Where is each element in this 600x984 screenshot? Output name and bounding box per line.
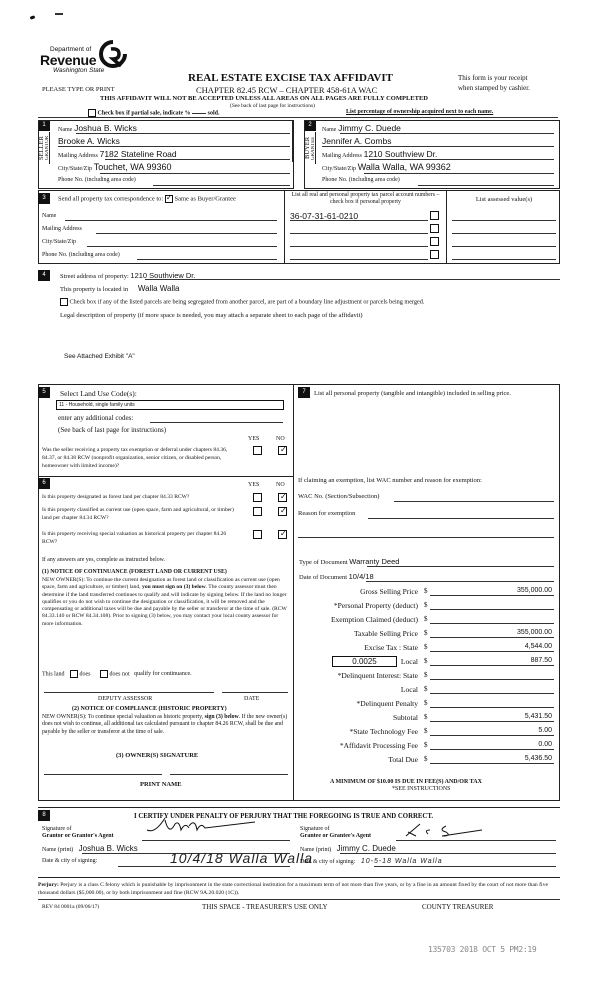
total-due-label: Total Due: [388, 755, 418, 764]
warning-text: THIS AFFIDAVIT WILL NOT BE ACCEPTED UNLESS ALL AREAS ON ALL PAGES ARE FULLY COMPLETED: [100, 95, 428, 102]
deputy-assessor-signature-line[interactable]: [44, 692, 214, 693]
does-qualify-checkbox[interactable]: [70, 670, 78, 678]
form-title: REAL ESTATE EXCISE TAX AFFIDAVIT: [188, 72, 393, 84]
send-correspondence-row: [58, 195, 236, 203]
s3-mailing-label: Mailing Address: [42, 226, 82, 232]
grantee-name-label: Name (print): [300, 847, 332, 853]
dor-logo-icon: [99, 40, 127, 68]
grantee-name-value[interactable]: Jimmy C. Duede: [336, 844, 396, 853]
section-8-badge: 8: [38, 810, 50, 821]
buyer-label: BUYER: [304, 136, 311, 160]
street-address-label: Street address of property:: [60, 273, 129, 280]
seller-name-1[interactable]: Joshua B. Wicks: [74, 123, 137, 133]
doc-type-line: [367, 566, 554, 567]
land-use-label: Select Land Use Code(s):: [60, 389, 137, 398]
s3-phone-field[interactable]: [137, 259, 277, 260]
taxable-selling-price-label: Taxable Selling Price: [353, 629, 418, 638]
scan-mark: [55, 13, 63, 15]
excise-tax-local-value[interactable]: 887.50: [530, 657, 552, 664]
section-2-badge: 2: [304, 120, 316, 131]
s5-question: Was the seller receiving a property tax exemption or deferral under chapters 84.36, 84.37, or 84.38 RCW (nonprofit organization, senior citizen, or disabled person, homeowner with limited income)?: [42, 447, 228, 469]
s5-no-header: NO: [276, 436, 285, 442]
grantee-date-value[interactable]: 10-5-18 Walla Walla: [360, 858, 443, 865]
affidavit-processing-fee-line: [430, 749, 554, 750]
wac-label: WAC No. (Section/Subsection): [298, 493, 380, 500]
personal-property-checkbox-2[interactable]: [430, 224, 439, 233]
seller-mailing-value[interactable]: 7182 Stateline Road: [99, 149, 177, 159]
perjury-text: Perjury is a class C felony which is punishable by imprisonment in the state correctional institution for a maximum term of not more than five years, or by a fine in an amount fixed by the court of not more than five thousand dollars ($5,000.00), or by both imprisonment and fine (RCW 9A.20.020 (1C)).: [38, 882, 549, 896]
land-use-select[interactable]: [56, 400, 284, 410]
section-3-badge: 3: [38, 193, 50, 204]
wac-field[interactable]: [394, 501, 554, 502]
grantee-name-row: [300, 844, 396, 853]
street-address-value[interactable]: 1210 Southview Dr.: [130, 271, 196, 280]
grantor-label: GRANTOR: [45, 135, 50, 161]
segregated-checkbox[interactable]: [60, 298, 68, 306]
doc-date-value[interactable]: 10/4/18: [348, 572, 374, 581]
partial-sale-row: [88, 109, 220, 117]
seller-phone-label: Phone No. (including area code): [58, 177, 136, 183]
personal-property-checkbox-1[interactable]: [430, 211, 439, 220]
subtotal-label: Subtotal: [392, 713, 418, 722]
seller-label: SELLER: [38, 136, 45, 160]
perjury-label: Perjury:: [38, 882, 59, 888]
deputy-assessor-label: DEPUTY ASSESSOR: [98, 696, 153, 702]
receipt-note-1: This form is your receipt: [458, 74, 528, 82]
assessed-value-1[interactable]: [452, 220, 556, 221]
s3-name-label: Name: [42, 213, 57, 219]
buyer-city-label: City/State/Zip: [322, 166, 356, 172]
s6-q2-no-checkbox[interactable]: [278, 507, 287, 516]
does-not-qualify-checkbox[interactable]: [100, 670, 108, 678]
grantee-sig-line1: Signature of: [300, 826, 330, 832]
personal-property-deduct-label: *Personal Property (deduct): [333, 601, 418, 610]
gross-selling-price-line: [430, 595, 554, 596]
currency-symbol: $: [424, 755, 428, 763]
exemption-claimed-label: Exemption Claimed (deduct): [330, 615, 418, 624]
grantor-date-line: [118, 866, 290, 867]
parcel-line-3[interactable]: [290, 246, 428, 247]
s6-q1-yes-checkbox[interactable]: [253, 493, 262, 502]
notice-2-text-a: NEW OWNER(S): To continue special valuation as historic property,: [42, 714, 204, 720]
section-3-divider-1: [284, 190, 285, 264]
sold-label: sold.: [207, 110, 220, 117]
see-instructions: *SEE INSTRUCTIONS: [392, 786, 451, 792]
additional-codes-label: enter any additional codes:: [58, 414, 134, 422]
scan-mark: [30, 15, 36, 20]
buyer-name-2[interactable]: Jennifer A. Combs: [322, 136, 392, 146]
section-5-badge: 5: [38, 387, 50, 398]
s5-yes-checkbox[interactable]: [253, 446, 262, 455]
affidavit-processing-fee-value[interactable]: 0.00: [538, 741, 552, 748]
s6-question-1: Is this property designated as forest land per chapter 84.33 RCW?: [42, 494, 190, 500]
currency-symbol: $: [424, 629, 428, 637]
buyer-box-border: [304, 120, 560, 189]
grantee-date-line: [374, 866, 556, 867]
currency-symbol: $: [424, 601, 428, 609]
section-1-badge: 1: [38, 120, 50, 131]
subtotal-line: [430, 721, 554, 722]
land-use-value: 11 - Household, single family units: [59, 402, 135, 408]
buyer-name-1[interactable]: Jimmy C. Duede: [338, 123, 401, 133]
partial-sale-checkbox[interactable]: [88, 109, 96, 117]
excise-tax-local-label: Local: [400, 657, 418, 666]
logo-line2: Revenue: [40, 52, 97, 68]
gross-selling-price-label: Gross Selling Price: [360, 587, 418, 596]
assessed-value-2[interactable]: [452, 233, 556, 234]
subtotal-value[interactable]: 5,431.50: [524, 713, 552, 720]
grantee-name-line: [340, 853, 556, 854]
s6-q2-yes-checkbox[interactable]: [253, 507, 262, 516]
buyer-city-value[interactable]: Walla Walla, WA 99362: [357, 162, 451, 172]
qualify-label: qualify for continuance.: [134, 671, 192, 678]
legal-description-label: Legal description of property (if more space is needed, you may attach a separate sheet to each page of the affidavit): [60, 312, 363, 319]
grantor-date-row: [42, 858, 97, 864]
s3-mailing-field[interactable]: [96, 233, 277, 234]
seller-mailing-label: Mailing Address: [58, 153, 98, 159]
state-technology-fee-value[interactable]: 5.00: [538, 727, 552, 734]
s6-question-2: Is this property classified as current use (open space, farm and agricultural, or timber) land per chapter 84.34 RCW?: [42, 507, 234, 521]
assessor-date-line[interactable]: [222, 692, 288, 693]
same-as-buyer-label: Same as Buyer/Grantee: [174, 195, 236, 203]
section-4-badge: 4: [38, 270, 50, 281]
s3-name-field[interactable]: [65, 220, 277, 221]
delinquent-interest-state-label: *Delinquent Interest: State: [337, 671, 418, 680]
delinquent-interest-local-line[interactable]: [430, 693, 554, 694]
footer-divider: [38, 899, 560, 900]
grantor-date-label: Date & city of signing:: [42, 858, 98, 864]
parcel-number-1[interactable]: 36-07-31-61-0210: [290, 211, 359, 221]
currency-symbol: $: [424, 657, 428, 665]
grantor-name-row: [42, 844, 138, 853]
state-technology-fee-label: *State Technology Fee: [349, 727, 418, 736]
form-subtitle: CHAPTER 82.45 RCW – CHAPTER 458-61A WAC: [196, 85, 378, 95]
s5-yes-header: YES: [248, 436, 260, 442]
currency-symbol: $: [424, 727, 428, 735]
assessed-value-3[interactable]: [452, 246, 556, 247]
s6-q1-no-checkbox[interactable]: [278, 493, 287, 502]
s6-q3-no-checkbox[interactable]: [278, 530, 287, 539]
segregated-row: [60, 298, 424, 306]
dor-logo: [38, 40, 133, 76]
section-6-badge: 6: [38, 478, 50, 489]
parcel-line-4[interactable]: [290, 259, 428, 260]
exemption-label: If claiming an exemption, list WAC number and reason for exemption:: [298, 477, 482, 484]
segregated-label: Check box if any of the listed parcels are being segregated from another parcel, are part of a boundary line adjustment or parcels being merged.: [69, 298, 425, 306]
treasurer-space-label: THIS SPACE - TREASURER'S USE ONLY: [202, 903, 328, 911]
buyer-mailing-label: Mailing Address: [322, 153, 362, 159]
continuance-row: [42, 670, 192, 678]
grantee-sig-line2: Grantee or Grantee's Agent: [300, 833, 372, 839]
s6-q3-yes-checkbox[interactable]: [253, 530, 262, 539]
additional-codes-field[interactable]: [150, 422, 283, 423]
currency-symbol: $: [424, 685, 428, 693]
affidavit-processing-fee-label: *Affidavit Processing Fee: [339, 741, 418, 750]
s3-city-label: City/State/Zip: [42, 239, 76, 245]
reason-label: Reason for exemption: [298, 510, 356, 517]
s6-yes-header: YES: [248, 482, 260, 488]
s3-phone-label: Phone No. (including area code): [42, 252, 120, 258]
date-label: DATE: [244, 696, 260, 702]
notice-2-title: (2) NOTICE OF COMPLIANCE (HISTORIC PROPERTY): [72, 706, 227, 712]
s6-no-header: NO: [276, 482, 285, 488]
section-7-badge: 7: [298, 387, 310, 398]
notice-2-bold: sign (3) below: [204, 714, 239, 720]
divider: [38, 117, 558, 118]
located-label: This property is located in: [60, 286, 129, 293]
grantor-signature-line: [142, 840, 290, 841]
owner-signature-line[interactable]: [44, 774, 162, 775]
same-as-buyer-checkbox[interactable]: [165, 195, 173, 203]
currency-symbol: $: [424, 643, 428, 651]
see-back-note: (See back of last page for instructions): [230, 103, 315, 109]
grantor-name-value[interactable]: Joshua B. Wicks: [78, 844, 138, 853]
exemption-claimed-line: [430, 623, 554, 624]
send-correspondence-label: Send all property tax correspondence to:: [58, 195, 164, 203]
does-not-label: does not: [109, 671, 130, 678]
seller-name-2[interactable]: Brooke A. Wicks: [58, 136, 120, 146]
this-land-label: This land: [42, 671, 65, 678]
form-id: REV 84 0001a (09/06/17): [42, 904, 100, 910]
grantee-label: GRANTEE: [311, 136, 316, 160]
parcel-line-2[interactable]: [290, 233, 428, 234]
doc-date-row: [299, 572, 374, 581]
personal-property-deduct-line: [430, 609, 554, 610]
total-due-line: [430, 763, 554, 764]
assessed-header: List assessed value(s): [475, 196, 533, 203]
notice-1-title: (1) NOTICE OF CONTINUANCE (FOREST LAND OR CURRENT USE): [42, 569, 227, 575]
taxable-selling-price-line: [430, 637, 554, 638]
notice-1-text-a: NEW OWNER(S): To continue the current designation as forest land or classification as current use (open space, farm and agriculture, or timber) land,: [42, 577, 280, 591]
buyer-name-label: Name: [322, 127, 337, 133]
s3-city-field[interactable]: [87, 246, 277, 247]
seller-box-border: [38, 120, 294, 189]
gross-selling-price-value[interactable]: 355,000.00: [516, 587, 552, 594]
doc-date-label: Date of Document: [299, 574, 348, 581]
seller-city-value[interactable]: Touchet, WA 99360: [93, 162, 172, 172]
buyer-mailing-value[interactable]: 1210 Southview Dr.: [363, 149, 438, 159]
grantor-sig-line1: Signature of: [42, 826, 72, 832]
currency-symbol: $: [424, 671, 428, 679]
grantor-signature-label: [42, 826, 114, 840]
excise-tax-local-line: [430, 665, 554, 666]
doc-type-label: Type of Document: [299, 559, 348, 566]
grantor-name-label: Name (print): [42, 847, 74, 853]
buyer-phone-label: Phone No. (including area code): [322, 177, 400, 183]
currency-symbol: $: [424, 699, 428, 707]
notice-1-bold: you must sign on (3) below: [142, 584, 206, 591]
grantee-date-label: Date & city of signing:: [300, 859, 356, 865]
doc-date-line: [366, 581, 554, 582]
partial-sale-percent-field[interactable]: [192, 113, 206, 114]
s6-question-3: Is this property receiving special valuation as historical property per chapter 84.26 RCW?: [42, 531, 227, 545]
grantee-signature-label: [300, 826, 371, 840]
excise-tax-state-line: [430, 651, 554, 652]
excise-tax-state-value[interactable]: 4,544.00: [524, 643, 552, 650]
parcel-line-1: [290, 220, 428, 221]
s5-see-back: (See back of last page for instructions): [58, 426, 167, 434]
doc-type-row: [299, 557, 399, 566]
seller-name-label: Name: [58, 127, 73, 133]
please-type: PLEASE TYPE OR PRINT: [42, 86, 115, 93]
street-address-line: [145, 279, 560, 280]
print-name-line[interactable]: [170, 774, 288, 775]
owner-signature-label: (3) OWNER(S) SIGNATURE: [116, 752, 199, 759]
delinquent-interest-local-label: Local: [400, 685, 418, 694]
excise-tax-state-label: Excise Tax : State: [364, 643, 418, 652]
partial-sale-label: Check box if partial sale, indicate %: [97, 110, 191, 117]
total-due-value[interactable]: 5,436.50: [524, 755, 552, 762]
grantor-date-value[interactable]: 10/4/18 Walla Walla: [170, 850, 313, 866]
grantee-date-row: [300, 858, 443, 865]
grantee-signature[interactable]: [402, 822, 492, 840]
certify-statement: I CERTIFY UNDER PENALTY OF PERJURY THAT THE FOREGOING IS TRUE AND CORRECT.: [134, 813, 434, 820]
does-label: does: [79, 671, 91, 678]
currency-symbol: $: [424, 615, 428, 623]
grantee-signature-line: [396, 840, 556, 841]
doc-type-value[interactable]: Warranty Deed: [349, 557, 400, 566]
reason-field[interactable]: [368, 518, 554, 519]
notice-1-text-b: . The county assessor must then determine if the land transferred continues to qualify and will indicate by signing below. If the land no longer qualifies or you do not wish to continue the designation or classification, it will be removed and the compensating or additional taxes will be due and payable by the seller or transferor at the time of sale. (RCW 84.33.140 or RCW 84.34.108). Prior to signing (3) below, you may contact your local county assessor for more information.: [42, 584, 287, 627]
s6-divider: [38, 476, 294, 477]
legal-description-value[interactable]: See Attached Exhibit "A": [64, 353, 135, 360]
s6-if-yes: If any answers are yes, complete as instructed below.: [42, 557, 165, 563]
personal-property-checkbox-4[interactable]: [430, 250, 439, 259]
notice-2-text-b: . If the new owner(s) does not wish to continue, all additional tax calculated pursuant to chapter 84.26 RCW, shall be due and payable by the seller or transferor at the time of sale.: [42, 714, 288, 735]
ownership-note: List percentage of ownership acquired next to each name.: [346, 109, 494, 115]
currency-symbol: $: [424, 741, 428, 749]
minimum-fee-note: A MINIMUM OF $10.00 IS DUE IN FEE(S) AND/OR TAX: [330, 779, 482, 785]
located-row: [60, 284, 180, 293]
parcel-header: List all real and personal property tax parcel account numbers – check box if personal property: [291, 192, 440, 205]
grantor-signature[interactable]: [145, 816, 265, 840]
logo-line1: Department of: [50, 46, 92, 53]
logo-line3: Washington State: [53, 67, 105, 74]
perjury-notice: [38, 882, 560, 897]
receipt-note-2: when stamped by cashier.: [458, 84, 530, 92]
state-technology-fee-line: [430, 735, 554, 736]
delinquent-penalty-label: *Delinquent Penalty: [356, 699, 418, 708]
assessed-value-4[interactable]: [452, 259, 556, 260]
personal-property-checkbox-3[interactable]: [430, 237, 439, 246]
currency-symbol: $: [424, 587, 428, 595]
notice-2-text: [42, 714, 288, 736]
seller-city-label: City/State/Zip: [58, 166, 92, 172]
reason-field-2[interactable]: [298, 537, 554, 538]
s5-no-checkbox[interactable]: [278, 446, 287, 455]
personal-property-label: List all personal property (tangible and intangible) included in selling price.: [314, 390, 511, 397]
delinquent-penalty-line[interactable]: [430, 707, 554, 708]
grantor-sig-line2: Grantor or Grantor's Agent: [42, 833, 114, 839]
located-value[interactable]: Walla Walla: [137, 284, 180, 293]
currency-symbol: $: [424, 713, 428, 721]
print-name-label: PRINT NAME: [140, 781, 182, 788]
section-3-divider-2: [446, 190, 447, 264]
delinquent-interest-state-line[interactable]: [430, 679, 554, 680]
local-rate-value: 0.0025: [352, 657, 377, 666]
treasurer-stamp: 135703 2018 OCT 5 PM2:19: [428, 945, 537, 954]
county-treasurer-label: COUNTY TREASURER: [422, 903, 494, 911]
notice-1-text: [42, 577, 288, 628]
taxable-selling-price-value[interactable]: 355,000.00: [516, 629, 552, 636]
